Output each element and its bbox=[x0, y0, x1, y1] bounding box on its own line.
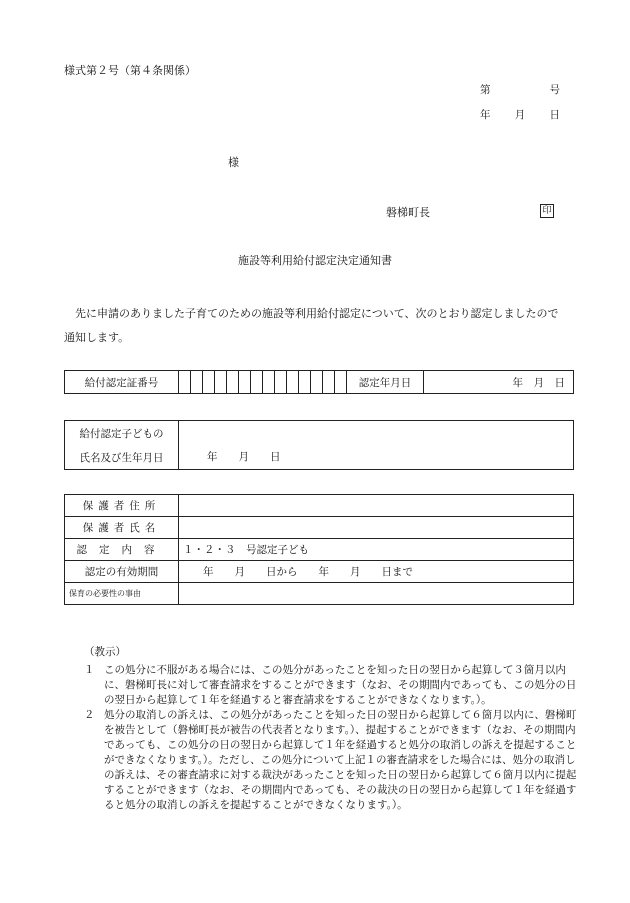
month-label: 月 bbox=[514, 109, 526, 121]
cert-digit-box[interactable] bbox=[323, 371, 335, 394]
cert-content-value: １・２・３ 号認定子ども bbox=[179, 539, 574, 561]
document-number bbox=[480, 85, 560, 96]
child-table bbox=[64, 420, 574, 470]
note-text: この処分に不服がある場合には、この処分があったことを知った日の翌日から起算して３箇月以内に、磐梯町長に対して審査請求をすることができます（なお、その期間内であっても、この処分の日の翌日から起算して１年を経過すると審査請求をすることができなくなります。）。 bbox=[104, 664, 577, 706]
issue-date bbox=[480, 110, 560, 121]
notes-section bbox=[84, 645, 584, 813]
seal-mark: 印 bbox=[540, 204, 554, 218]
cert-digit-box[interactable] bbox=[215, 371, 227, 394]
cert-date-label: 認定年月日 bbox=[347, 371, 424, 394]
note-item bbox=[84, 663, 584, 708]
cert-content-label: 認定内容 bbox=[65, 539, 179, 561]
cert-digit-box[interactable] bbox=[179, 371, 191, 394]
year-label: 年 bbox=[480, 109, 491, 121]
cert-digit-box[interactable] bbox=[263, 371, 275, 394]
guardian-address-value[interactable] bbox=[179, 495, 574, 517]
cert-digit-box[interactable] bbox=[251, 371, 263, 394]
note-number: ２ bbox=[84, 709, 95, 721]
cert-digit-box[interactable] bbox=[287, 371, 299, 394]
number-suffix: 号 bbox=[549, 84, 560, 96]
number-prefix: 第 bbox=[480, 84, 491, 96]
certificate-table bbox=[64, 370, 574, 394]
note-number: １ bbox=[84, 664, 95, 676]
guardian-name-label: 保護者氏名 bbox=[65, 517, 179, 539]
form-number: 様式第２号（第４条関係） bbox=[64, 64, 196, 77]
child-birth-cell[interactable] bbox=[179, 421, 574, 470]
addressee-suffix: 様 bbox=[228, 156, 239, 169]
child-label-line2: 氏名及び生年月日 bbox=[65, 445, 179, 470]
cert-number-label: 給付認定証番号 bbox=[65, 371, 179, 394]
cert-date-value: 年 月 日 bbox=[424, 371, 574, 394]
care-reason-value[interactable] bbox=[179, 583, 574, 605]
cert-digit-box[interactable] bbox=[203, 371, 215, 394]
cert-digit-box[interactable] bbox=[227, 371, 239, 394]
day-label: 日 bbox=[549, 109, 560, 121]
validity-period-label: 認定の有効期間 bbox=[65, 561, 179, 583]
document-title: 施設等利用給付認定決定通知書 bbox=[238, 254, 392, 267]
cert-digit-box[interactable] bbox=[299, 371, 311, 394]
child-label-line1: 給付認定子どもの bbox=[65, 421, 179, 446]
cert-digit-box[interactable] bbox=[239, 371, 251, 394]
cert-digit-box[interactable] bbox=[311, 371, 323, 394]
body-text: 先に申請のありました子育てのための施設等利用給付認定について、次のとおり認定しましたので通知します。 bbox=[64, 307, 559, 344]
guardian-table bbox=[64, 494, 574, 605]
note-text: 処分の取消しの訴えは、この処分があったことを知った日の翌日から起算して６箇月以内に、磐梯町を被告として（磐梯町長が被告の代表者となります。）、提起することができます（なお、その期間内であっても、この処分の日の翌日から起算して１年を経過すると処分の取消しの訴えを提起することができなくなります。）。ただし、この処分について上記１の審査請求をした場合には、処分の取消しの訴えは、その審査請求に対する裁決があったことを知った日の翌日から起算して６箇月以内に提起することができます（なお、その期間内であっても、その裁決の日の翌日から起算して１年を経過すると処分の取消しの訴えを提起することができなくなります。）。 bbox=[104, 709, 577, 811]
guardian-address-label: 保護者住所 bbox=[65, 495, 179, 517]
cert-digit-box[interactable] bbox=[191, 371, 203, 394]
note-item bbox=[84, 708, 584, 813]
guardian-name-value[interactable] bbox=[179, 517, 574, 539]
child-birth-date: 年 月 日 bbox=[207, 451, 281, 463]
notes-heading: （教示） bbox=[84, 646, 126, 658]
validity-period-value: 年 月 日から 年 月 日まで bbox=[179, 561, 574, 583]
cert-digit-box[interactable] bbox=[335, 371, 347, 394]
cert-digit-box[interactable] bbox=[275, 371, 287, 394]
care-reason-label: 保育の必要性の事由 bbox=[65, 583, 179, 605]
issuer-name: 磐梯町長 bbox=[386, 206, 430, 219]
